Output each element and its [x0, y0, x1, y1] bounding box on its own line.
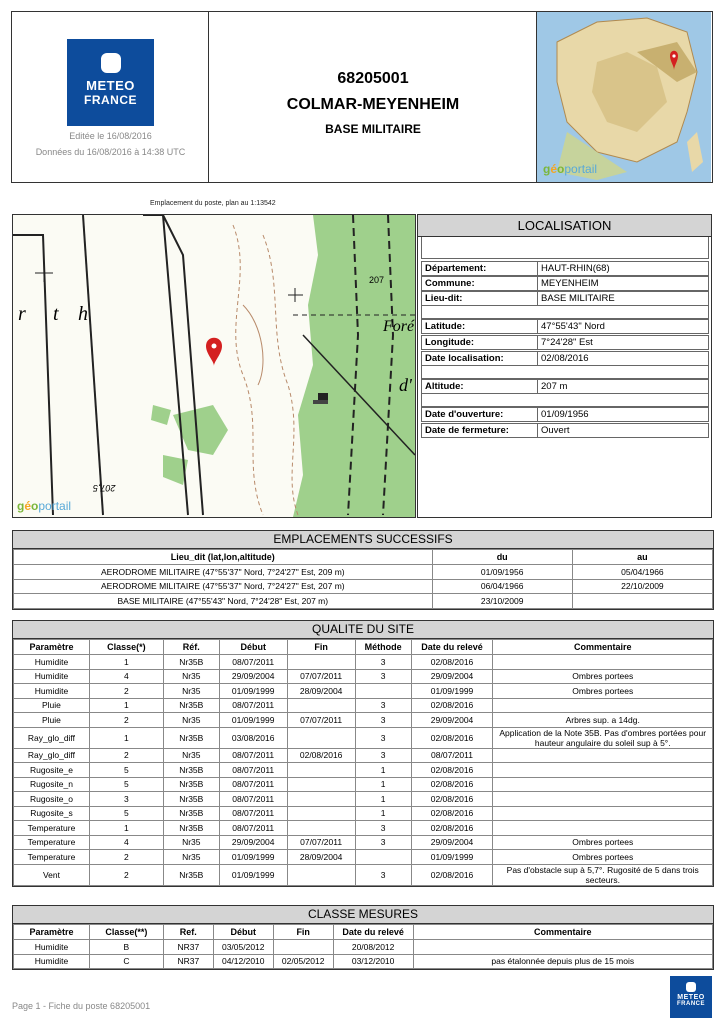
table-row [14, 748, 713, 763]
table-cell: 01/09/1999 [219, 713, 287, 728]
table-cell: 02/08/2016 [411, 806, 493, 821]
table-cell: Temperature [14, 850, 90, 865]
loc-value: 01/09/1956 [538, 407, 709, 422]
loc-key: Date de fermeture: [421, 423, 538, 438]
table-cell [287, 727, 355, 748]
classe-title: CLASSE MESURES [13, 906, 713, 924]
table-cell: Ombres portees [493, 684, 713, 699]
table-cell: 3 [355, 821, 411, 836]
table-cell [493, 655, 713, 670]
table-row [14, 713, 713, 728]
table-cell: 29/09/2004 [411, 713, 493, 728]
table-cell: 02/08/2016 [411, 777, 493, 792]
loc-value: BASE MILITAIRE [538, 291, 709, 306]
table-cell: 29/09/2004 [411, 835, 493, 850]
table-header-row [14, 925, 713, 940]
table-cell: 3 [355, 655, 411, 670]
loc-value: Ouvert [538, 423, 709, 438]
table-cell: 02/08/2016 [411, 792, 493, 807]
map-label-d: d' [399, 375, 412, 395]
table-row [14, 940, 713, 955]
table-cell: 2 [89, 713, 163, 728]
column-header: Lieu_dit (lat,lon,altitude) [14, 550, 433, 565]
station-name: COLMAR-MEYENHEIM [286, 96, 460, 113]
table-cell: 1 [89, 655, 163, 670]
table-cell: Nr35B [163, 655, 219, 670]
loc-key: Altitude: [421, 379, 538, 394]
geoportail-text: portail [564, 162, 598, 176]
logo-text-meteo: METEO [677, 994, 705, 1001]
table-cell: 23/10/2009 [432, 594, 572, 609]
table-cell: 08/07/2011 [219, 763, 287, 778]
qualite-title: QUALITE DU SITE [13, 621, 713, 639]
qualite-table [13, 639, 713, 886]
table-cell: 3 [355, 835, 411, 850]
table-cell: 3 [355, 864, 411, 885]
table-cell: Nr35B [163, 698, 219, 713]
table-cell [493, 748, 713, 763]
table-cell: NR37 [163, 940, 213, 955]
classe-table [13, 924, 713, 969]
table-cell: 08/07/2011 [219, 698, 287, 713]
geoportail-logo-map: géoportail [17, 499, 72, 513]
table-cell: Humidite [14, 684, 90, 699]
logo-text-meteo: METEO [86, 78, 135, 93]
loc-key: Date d'ouverture: [421, 407, 538, 422]
loc-row-date-ouverture [421, 407, 709, 422]
table-cell: 02/08/2016 [411, 763, 493, 778]
table-cell: 08/07/2011 [219, 806, 287, 821]
loc-value: MEYENHEIM [538, 276, 709, 291]
column-header: au [572, 550, 712, 565]
table-cell: 2 [89, 850, 163, 865]
loc-row-commune [421, 276, 709, 291]
logo-text-france: FRANCE [84, 93, 137, 107]
loc-row-latitude [421, 319, 709, 334]
column-header: Classe(**) [89, 925, 163, 940]
table-cell: Nr35 [163, 748, 219, 763]
table-cell: 08/07/2011 [219, 655, 287, 670]
table-cell [493, 698, 713, 713]
table-cell: Humidite [14, 655, 90, 670]
loc-row-departement [421, 261, 709, 276]
table-cell [355, 850, 411, 865]
localisation-title: LOCALISATION [418, 215, 711, 237]
column-header: Début [213, 925, 273, 940]
table-cell: 5 [89, 763, 163, 778]
table-cell [287, 864, 355, 885]
table-header-row [14, 640, 713, 655]
table-row [14, 821, 713, 836]
table-cell: 07/07/2011 [287, 713, 355, 728]
localisation-panel [417, 214, 712, 518]
table-cell: 3 [355, 669, 411, 684]
table-row [14, 579, 713, 594]
table-cell [413, 940, 712, 955]
map-label-altitude: 207,5 [93, 483, 116, 493]
table-cell: Nr35 [163, 684, 219, 699]
loc-value: 02/08/2016 [538, 351, 709, 366]
table-cell: 4 [89, 669, 163, 684]
column-header: Méthode [355, 640, 411, 655]
france-map-graphic [537, 12, 711, 182]
table-cell: 3 [89, 792, 163, 807]
table-cell [287, 821, 355, 836]
loc-value: 47°55'43" Nord [538, 319, 709, 334]
table-cell: Nr35B [163, 727, 219, 748]
table-cell: Humidite [14, 669, 90, 684]
table-cell: 1 [355, 777, 411, 792]
map-label-207: 207 [369, 275, 385, 285]
loc-key: Longitude: [421, 335, 538, 350]
table-cell: Vent [14, 864, 90, 885]
table-cell: 28/09/2004 [287, 850, 355, 865]
table-cell: 2 [89, 684, 163, 699]
table-row [14, 565, 713, 580]
table-cell: 29/09/2004 [219, 835, 287, 850]
loc-row-date-localisation [421, 351, 709, 366]
table-cell: Nr35B [163, 763, 219, 778]
table-cell: 05/04/1966 [572, 565, 712, 580]
table-cell [493, 777, 713, 792]
table-cell: 01/09/1999 [411, 684, 493, 699]
table-cell: 07/07/2011 [287, 835, 355, 850]
loc-value: 7°24'28" Est [538, 335, 709, 350]
table-cell: AERODROME MILITAIRE (47°55'37" Nord, 7°24'27" Est, 209 m) [14, 565, 433, 580]
table-cell [273, 940, 333, 955]
table-cell: Rugosite_n [14, 777, 90, 792]
table-cell: Nr35B [163, 792, 219, 807]
column-header: Date du relevé [333, 925, 413, 940]
column-header: Ref. [163, 925, 213, 940]
data-date: Données du 16/08/2016 à 14:38 UTC [35, 147, 186, 157]
table-cell: 3 [355, 698, 411, 713]
table-row [14, 594, 713, 609]
table-cell: Nr35 [163, 713, 219, 728]
table-cell [287, 792, 355, 807]
column-header: Paramètre [14, 925, 90, 940]
table-cell: BASE MILITAIRE (47°55'43" Nord, 7°24'28" Est, 207 m) [14, 594, 433, 609]
table-cell: 1 [89, 698, 163, 713]
table-cell: 29/09/2004 [219, 669, 287, 684]
loc-row-date-fermeture [421, 423, 709, 438]
table-header-row [14, 550, 713, 565]
table-cell: 07/07/2011 [287, 669, 355, 684]
table-cell: 01/09/1999 [219, 684, 287, 699]
table-cell: Pluie [14, 698, 90, 713]
table-cell: 5 [89, 806, 163, 821]
table-cell: Nr35B [163, 821, 219, 836]
table-row [14, 835, 713, 850]
table-cell: 02/08/2016 [411, 821, 493, 836]
table-row [14, 806, 713, 821]
table-cell [493, 792, 713, 807]
table-row [14, 864, 713, 885]
table-cell: 03/12/2010 [333, 954, 413, 969]
loc-key: Commune: [421, 276, 538, 291]
column-header: Date du relevé [411, 640, 493, 655]
table-cell: Nr35B [163, 777, 219, 792]
table-cell: Ray_glo_diff [14, 727, 90, 748]
table-cell: B [89, 940, 163, 955]
table-cell: 02/05/2012 [273, 954, 333, 969]
table-cell: 20/08/2012 [333, 940, 413, 955]
table-cell: 1 [355, 792, 411, 807]
header-left-panel [12, 12, 209, 182]
table-row [14, 763, 713, 778]
map-label-t: t [53, 303, 59, 325]
loc-key: Latitude: [421, 319, 538, 334]
table-cell: AERODROME MILITAIRE (47°55'37" Nord, 7°24'27" Est, 207 m) [14, 579, 433, 594]
emplacements-table [13, 549, 713, 609]
loc-key: Date localisation: [421, 351, 538, 366]
table-cell: 01/09/1999 [219, 850, 287, 865]
table-cell: 1 [355, 763, 411, 778]
localisation-spacer [421, 394, 709, 407]
table-row [14, 684, 713, 699]
table-cell: 1 [89, 821, 163, 836]
station-subtitle: BASE MILITAIRE [325, 122, 421, 136]
table-cell: 22/10/2009 [572, 579, 712, 594]
table-cell: Nr35 [163, 669, 219, 684]
map-label-h: h [78, 303, 88, 325]
table-cell: 3 [355, 713, 411, 728]
localisation-spacer [421, 366, 709, 379]
table-cell [493, 763, 713, 778]
table-cell: 28/09/2004 [287, 684, 355, 699]
column-header: Début [219, 640, 287, 655]
table-cell [287, 777, 355, 792]
table-cell: 03/08/2016 [219, 727, 287, 748]
table-cell: Humidite [14, 940, 90, 955]
column-header: Commentaire [413, 925, 712, 940]
meteo-france-logo-footer [670, 976, 712, 1018]
table-row [14, 850, 713, 865]
table-cell: 1 [89, 727, 163, 748]
column-header: Paramètre [14, 640, 90, 655]
table-cell: 06/04/1966 [432, 579, 572, 594]
station-code: 68205001 [337, 70, 409, 87]
topo-map-graphic [13, 215, 415, 517]
table-cell: Temperature [14, 821, 90, 836]
table-cell: Ombres portees [493, 835, 713, 850]
table-row [14, 792, 713, 807]
edited-date: Editée le 16/08/2016 [69, 131, 152, 141]
table-cell: 08/07/2011 [219, 777, 287, 792]
table-cell [287, 655, 355, 670]
table-cell: pas étalonnée depuis plus de 15 mois [413, 954, 712, 969]
table-cell: 3 [355, 727, 411, 748]
map-label-fore: Foré [383, 318, 415, 335]
table-row [14, 669, 713, 684]
localisation-spacer [421, 237, 709, 259]
table-cell: Nr35B [163, 864, 219, 885]
table-row [14, 727, 713, 748]
logo-mark-icon [686, 982, 696, 992]
table-cell [493, 821, 713, 836]
plan-caption: Emplacement du poste, plan au 1:13542 [150, 200, 276, 207]
column-header: Fin [287, 640, 355, 655]
loc-row-lieu-dit [421, 291, 709, 306]
table-cell: Pluie [14, 713, 90, 728]
table-cell: 01/09/1999 [411, 850, 493, 865]
table-cell: 08/07/2011 [219, 748, 287, 763]
table-cell: 5 [89, 777, 163, 792]
table-cell: Rugosite_o [14, 792, 90, 807]
table-cell: 2 [89, 748, 163, 763]
logo-mark-icon [101, 53, 121, 73]
loc-key: Département: [421, 261, 538, 276]
table-cell: 02/08/2016 [287, 748, 355, 763]
column-header: Fin [273, 925, 333, 940]
table-cell: 02/08/2016 [411, 655, 493, 670]
table-row [14, 777, 713, 792]
table-cell: Humidite [14, 954, 90, 969]
table-cell: Pas d'obstacle sup à 5,7°. Rugosité de 5 dans trois secteurs. [493, 864, 713, 885]
table-cell: 08/07/2011 [219, 792, 287, 807]
table-cell: Ombres portees [493, 669, 713, 684]
table-cell [493, 806, 713, 821]
map-label-r: r [18, 303, 26, 325]
table-cell: 02/08/2016 [411, 864, 493, 885]
table-cell: Ray_glo_diff [14, 748, 90, 763]
loc-value: 207 m [538, 379, 709, 394]
table-cell: Nr35 [163, 835, 219, 850]
classe-section [12, 905, 714, 970]
localisation-spacer [421, 306, 709, 319]
qualite-section [12, 620, 714, 887]
column-header: Commentaire [493, 640, 713, 655]
loc-row-longitude [421, 335, 709, 350]
table-cell [572, 594, 712, 609]
france-overview-map [536, 12, 712, 182]
table-cell: Nr35B [163, 806, 219, 821]
emplacements-title: EMPLACEMENTS SUCCESSIFS [13, 531, 713, 549]
emplacements-section [12, 530, 714, 610]
table-cell [287, 763, 355, 778]
loc-key: Lieu-dit: [421, 291, 538, 306]
table-row [14, 655, 713, 670]
column-header: Réf. [163, 640, 219, 655]
table-cell: Ombres portees [493, 850, 713, 865]
table-cell: 01/09/1956 [432, 565, 572, 580]
logo-text-france: FRANCE [677, 1001, 705, 1007]
table-cell: Arbres sup. a 14dg. [493, 713, 713, 728]
table-cell: 03/05/2012 [213, 940, 273, 955]
table-cell: Application de la Note 35B. Pas d'ombres portées pour hauteur angulaire du soleil sup à 5°. [493, 727, 713, 748]
table-cell: C [89, 954, 163, 969]
table-cell: 4 [89, 835, 163, 850]
table-cell: Rugosite_s [14, 806, 90, 821]
station-header [11, 11, 713, 183]
geoportail-map-text: portail [38, 499, 72, 513]
table-row [14, 954, 713, 969]
loc-row-altitude [421, 379, 709, 394]
meteo-france-logo [67, 39, 154, 126]
table-cell: Rugosite_e [14, 763, 90, 778]
table-cell: 3 [355, 748, 411, 763]
column-header: Classe(*) [89, 640, 163, 655]
table-cell: Nr35 [163, 850, 219, 865]
column-header: du [432, 550, 572, 565]
geoportail-logo-header: géoportail [543, 162, 598, 176]
table-cell: Temperature [14, 835, 90, 850]
page-footer: Page 1 - Fiche du poste 68205001 [12, 1001, 151, 1011]
table-cell [287, 806, 355, 821]
table-cell: 02/08/2016 [411, 727, 493, 748]
table-cell [355, 684, 411, 699]
table-cell: 08/07/2011 [219, 821, 287, 836]
table-cell: 1 [355, 806, 411, 821]
table-cell: 04/12/2010 [213, 954, 273, 969]
topographic-map[interactable] [12, 214, 416, 518]
table-cell: 08/07/2011 [411, 748, 493, 763]
table-cell: 02/08/2016 [411, 698, 493, 713]
table-cell: 2 [89, 864, 163, 885]
table-cell: NR37 [163, 954, 213, 969]
loc-value: HAUT-RHIN(68) [538, 261, 709, 276]
table-cell: 29/09/2004 [411, 669, 493, 684]
table-row [14, 698, 713, 713]
table-cell [287, 698, 355, 713]
table-cell: 01/09/1999 [219, 864, 287, 885]
